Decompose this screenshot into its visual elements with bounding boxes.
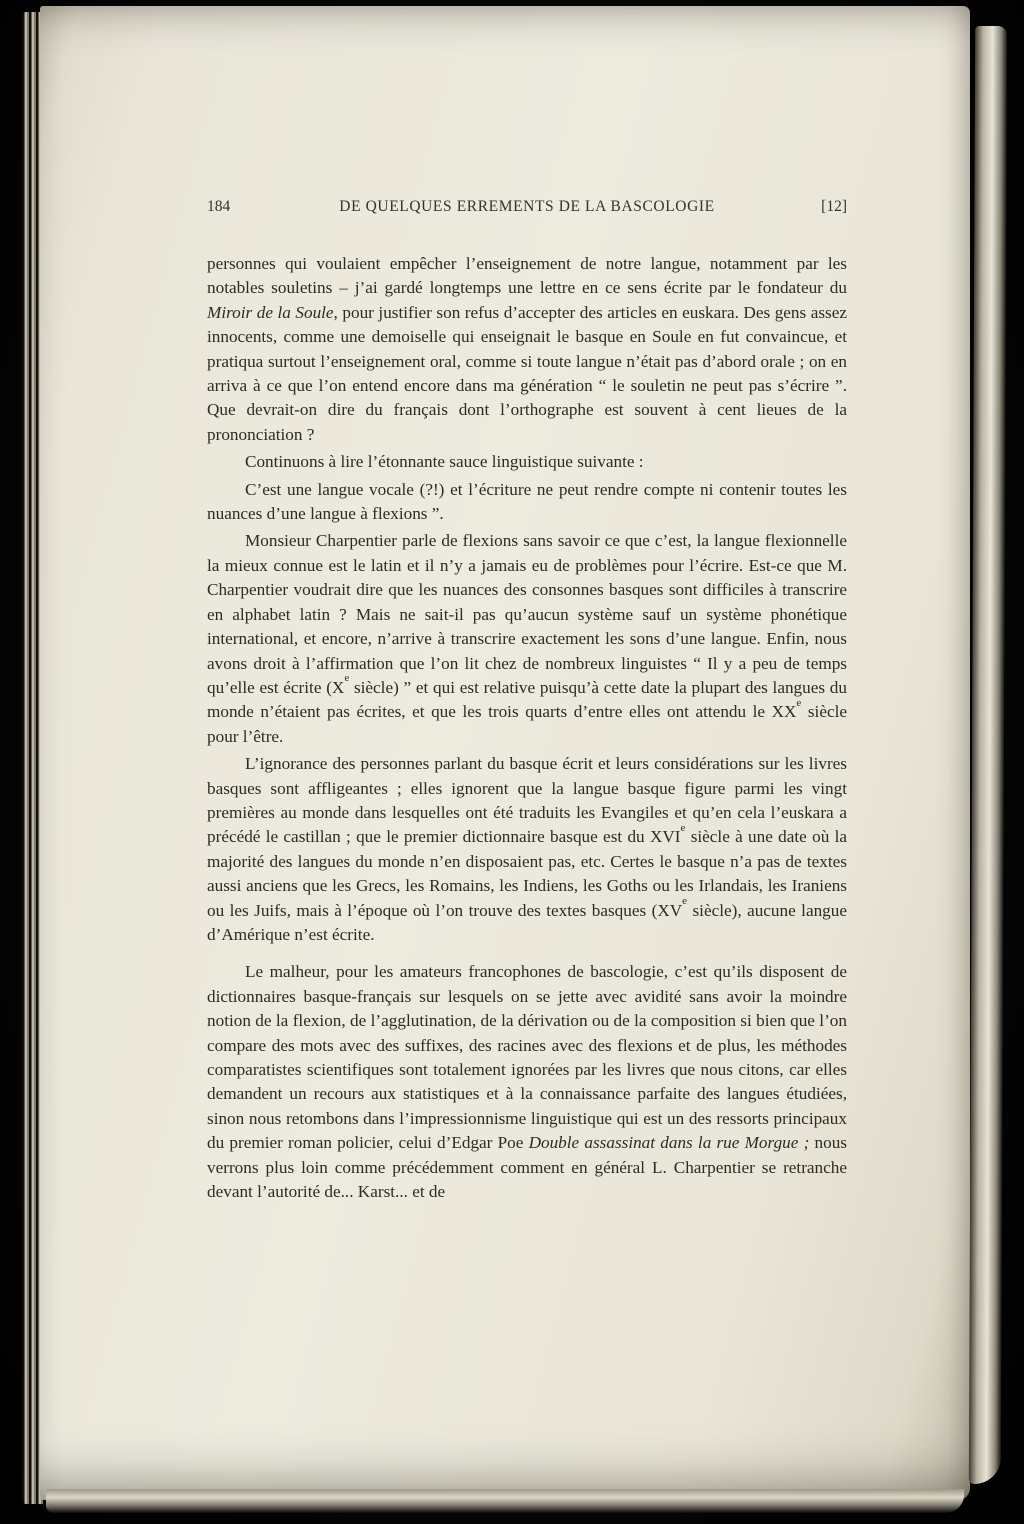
facing-page-edge: [969, 26, 1007, 1484]
book-page: [40, 6, 970, 1500]
text-segment: nous verrons plus loin comme précédemment comment en général L. Charpentier se retranche devant l’autorité de... Karst... et de: [207, 1133, 847, 1202]
text-segment: personnes qui voulaient empêcher l’enseignement de notre langue, notamment par les notables souletins – j’ai gardé longtemps une lettre en ce sens écrite par le fondateur du: [207, 254, 847, 298]
running-title: DE QUELQUES ERREMENTS DE LA BASCOLOGIE: [339, 198, 715, 215]
text-segment: siècle), aucune langue d’Amérique n’est écrite.: [207, 900, 847, 944]
book-bottom-page-edges: [46, 1489, 965, 1513]
text-segment: siècle) ” et qui est relative puisqu’à cette date la plupart des langues du monde n’étaient pas écrites, et que les trois quarts d’entre elles ont attendu le XX: [207, 677, 847, 722]
text-segment: Miroir de la Soule,: [207, 302, 338, 322]
text-segment: Continuons à lire l’étonnante sauce linguistique suivante :: [245, 452, 644, 472]
text-segment: e: [682, 894, 688, 907]
paragraph: [207, 960, 847, 1204]
paragraph: [207, 478, 847, 527]
text-segment: e: [796, 696, 802, 709]
text-segment: e: [344, 672, 350, 685]
text-segment: Monsieur Charpentier parle de flexions sans savoir ce que c’est, la langue flexionnelle la mieux connue est le latin et il n’y a jamais eu de problèmes pour l’écrire. Est-ce que M. Charpentier voudrait dire que les nuances des consonnes basques sont difficiles à transcrire en alphabet latin ? Mais ne sait-il pas qu’aucun système sauf un système phonétique international, et encore, n’arrive à transcrire exactement les sons d’une langue. Enfin, nous avons droit à l’affirmation que l’on lit chez de nombreux linguistes “ Il y a peu de temps qu’elle est écrite (X: [207, 531, 847, 697]
bracket-page-number: [12]: [821, 198, 847, 215]
page-header: [207, 198, 847, 216]
text-segment: L’ignorance des personnes parlant du basque écrit et leurs considérations sur les livres basques sont affligeantes ; elles ignorent que la langue basque figure parmi les vingt premières au monde dans lesquelles ont été traduits les Evangiles et qu’en cela l’euskara a précédé le castillan ; que le premier dictionnaire basque est du XVI: [207, 754, 847, 847]
text-segment: e: [680, 821, 686, 834]
paragraph: [207, 752, 847, 947]
text-segment: Le malheur, pour les amateurs francophones de bascologie, c’est qu’ils disposent de dictionnaires basque-français sur lesquels on se jette avec avidité sans avoir la moindre notion de la flexion, de l’agglutination, de la dérivation ou de la composition si bien que l’on compare des mots avec des suffixes, des racines avec des flexions et de plus, les méthodes comparatistes scientifiques sont totalement ignorées par les livres que nous citons, car elles demandent un recours aux statistiques et à la connaissance parfaite des langues étudiées, sinon nous retombons dans l’impressionnisme linguistique qui est un des ressorts principaux du premier roman policier, celui d’Edgar Poe: [207, 962, 847, 1153]
paragraph: [207, 529, 847, 749]
text-segment: siècle pour l’être.: [207, 702, 847, 746]
text-segment: pour justifier son refus d’accepter des articles en euskara. Des gens assez innocents, comme une demoiselle qui enseignait le basque en Soule en fut convaincue, et pratiqua surtout l’enseignement oral, comme si toute langue n’était pas d’abord orale ; on en arriva à ce que l’on entend encore dans ma génération “ le souletin ne peut pas s’écrire ”. Que devrait-on dire du français dont l’orthographe est souvent à cent lieues de la prononciation ?: [207, 302, 847, 444]
page-number: 184: [207, 198, 231, 215]
page-content: [207, 198, 847, 1207]
text-segment: Double assassinat dans la rue Morgue ;: [528, 1133, 810, 1153]
paragraph: [207, 252, 847, 447]
text-segment: siècle à une date où la majorité des langues du monde n’en disposaient pas, etc. Certes le basque n’a pas de textes aussi anciens que les Grecs, les Romains, les Indiens, les Goths ou les Irlandais, les Iraniens ou les Juifs, mais à l’époque où l’on trouve des textes basques (XV: [207, 827, 847, 920]
paragraph: [207, 450, 847, 474]
text-segment: C’est une langue vocale (?!) et l’écriture ne peut rendre compte ni contenir toutes les nuances d’une langue à flexions ”.: [207, 479, 847, 524]
page-body: [207, 252, 847, 1204]
